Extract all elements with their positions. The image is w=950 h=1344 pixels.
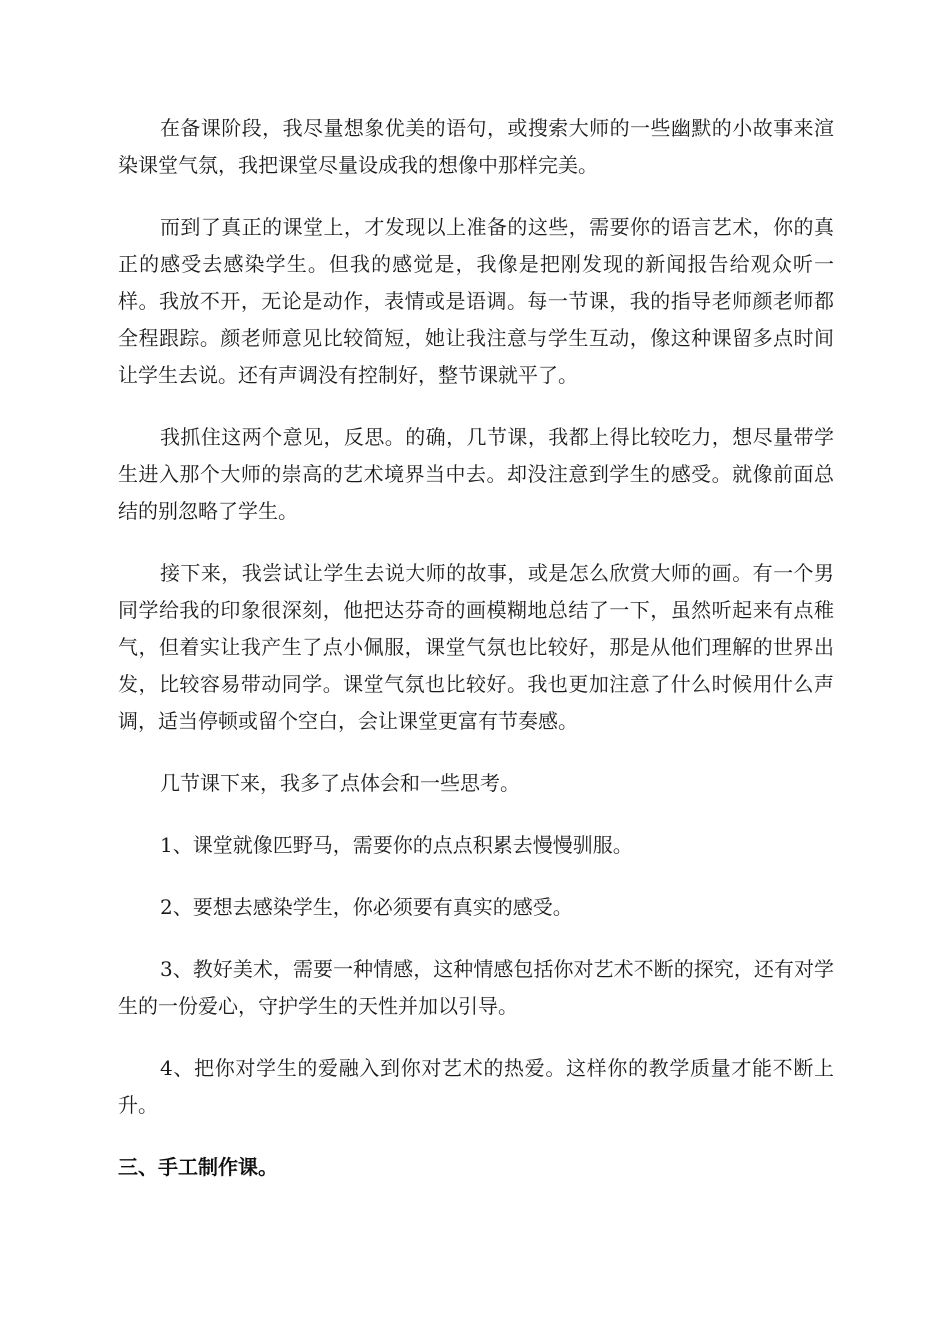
paragraph-summary-intro: 几节课下来，我多了点体会和一些思考。 [160, 771, 520, 795]
list-item-1: 1、课堂就像匹野马，需要你的点点积累去慢慢驯服。 [160, 833, 633, 857]
section-heading: 三、手工制作课。 [118, 1155, 278, 1179]
paragraph-student-stories: 接下来，我尝试让学生去说大师的故事，或是怎么欣赏大师的画。有一个男同学给我的印象很深刻，他把达芬奇的画模糊地总结了一下，虽然听起来有点稚气，但着实让我产生了点小佩服，课堂气氛也比较好，那是从他们理解的世界出发，比较容易带动同学。课堂气氛也比较好。我也更加注意了什么时候用什么声调，适当停顿或留个空白，会让课堂更富有节奏感。 [118, 561, 834, 733]
paragraph-lesson-prep: 在备课阶段，我尽量想象优美的语句，或搜索大师的一些幽默的小故事来渲染课堂气氛，我把课堂尽量设成我的想像中那样完美。 [118, 116, 834, 177]
list-item-3: 3、教好美术，需要一种情感，这种情感包括你对艺术不断的探究，还有对学生的一份爱心，守护学生的天性并加以引导。 [118, 957, 834, 1018]
document-body [118, 110, 834, 1186]
list-item-2: 2、要想去感染学生，你必须要有真实的感受。 [160, 895, 573, 919]
paragraph-reflection: 我抓住这两个意见，反思。的确，几节课，我都上得比较吃力，想尽量带学生进入那个大师的崇高的艺术境界当中去。却没注意到学生的感受。就像前面总结的别忽略了学生。 [118, 425, 834, 523]
paragraph-classroom-reality: 而到了真正的课堂上，才发现以上准备的这些，需要你的语言艺术，你的真正的感受去感染学生。但我的感觉是，我像是把刚发现的新闻报告给观众听一样。我放不开，无论是动作，表情或是语调。每一节课，我的指导老师颜老师都全程跟踪。颜老师意见比较简短，她让我注意与学生互动，像这种课留多点时间让学生去说。还有声调没有控制好，整节课就平了。 [118, 215, 834, 387]
list-item-4: 4、把你对学生的爱融入到你对艺术的热爱。这样你的教学质量才能不断上升。 [118, 1056, 834, 1117]
